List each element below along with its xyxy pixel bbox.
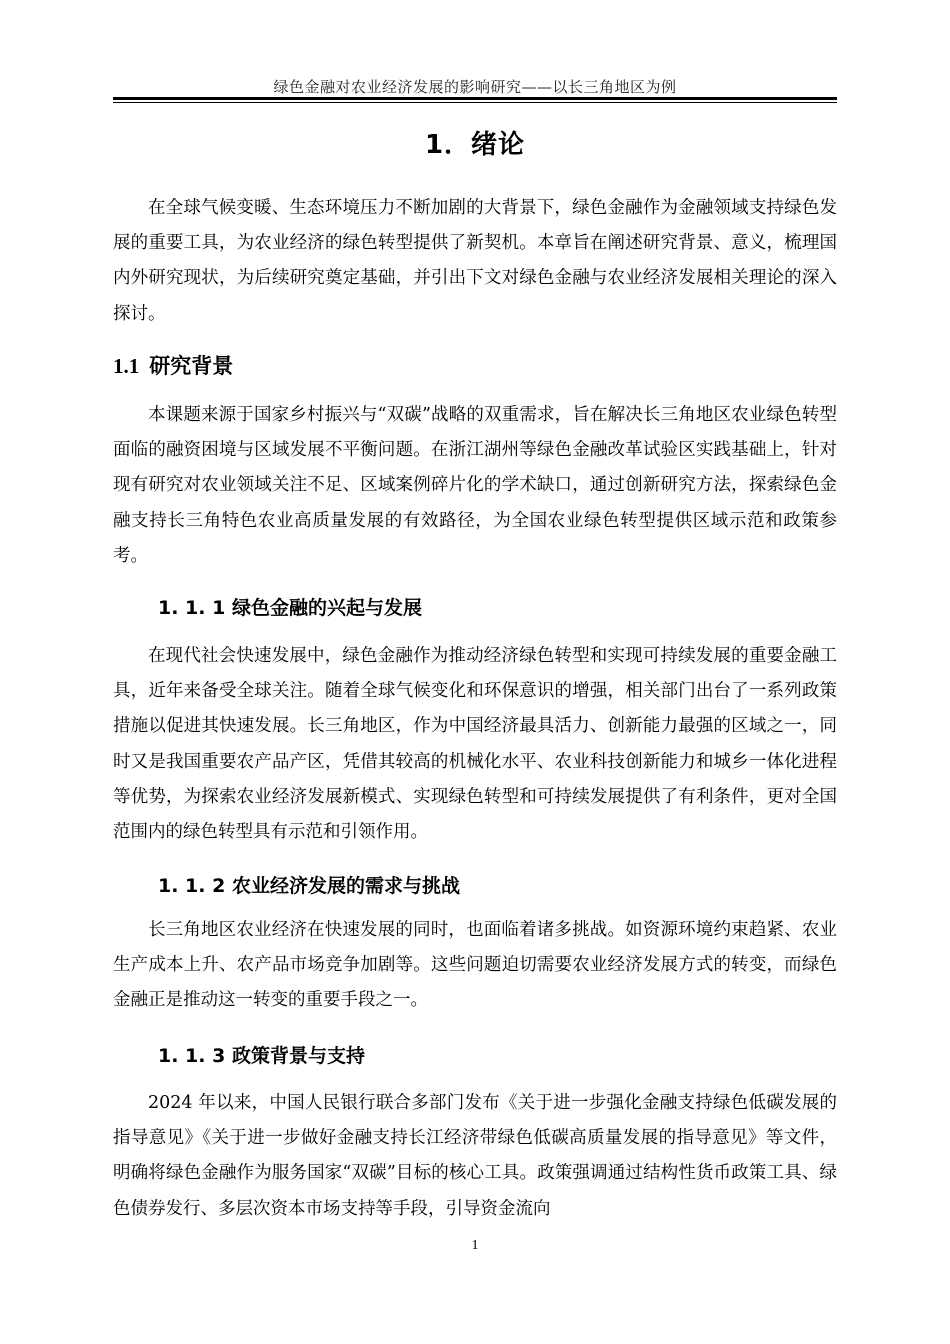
subsection-heading-1-1-2: 1. 1. 2 农业经济发展的需求与挑战 (158, 875, 460, 897)
section-heading-1-1 (113, 350, 837, 380)
green-finance-rise-paragraph: 在现代社会快速发展中，绿色金融作为推动经济绿色转型和实现可持续发展的重要金融工具，近年来备受全球关注。随着全球气候变化和环保意识的增强，相关部门出台了一系列政策措施以促进其快速发展。长三角地区，作为中国经济最具活力、创新能力最强的区域之一，同时又是我国重要农产品产区，凭借其较高的机械化水平、农业科技创新能力和城乡一体化进程等优势，为探索农业经济发展新模式、实现绿色转型和可持续发展提供了有利条件，更对全国范围内的绿色转型具有示范和引领作用。 (113, 646, 837, 843)
section-number: 1.1 (113, 354, 140, 378)
page-number: 1 (471, 1238, 479, 1253)
running-header: 绿色金融对农业经济发展的影响研究——以长三角地区为例 (273, 78, 677, 96)
agri-economy-challenges-paragraph: 长三角地区农业经济在快速发展的同时，也面临着诸多挑战。如资源环境约束趋紧、农业生产成本上升、农产品市场竞争加剧等。这些问题迫切需要农业经济发展方式的转变，而绿色金融正是推动这一转变的重要手段之一。 (113, 920, 837, 1011)
chapter-title: 1．绪论 (424, 130, 526, 160)
research-background-paragraph: 本课题来源于国家乡村振兴与“双碳”战略的双重需求，旨在解决长三角地区农业绿色转型面临的融资困境与区域发展不平衡问题。在浙江湖州等绿色金融改革试验区实践基础上，针对现有研究对农业领域关注不足、区域案例碎片化的学术缺口，通过创新研究方法，探索绿色金融支持长三角特色农业高质量发展的有效路径，为全国农业绿色转型提供区域示范和政策参考。 (113, 405, 837, 566)
policy-background-paragraph: 2024 年以来，中国人民银行联合多部门发布《关于进一步强化金融支持绿色低碳发展的指导意见》《关于进一步做好金融支持长江经济带绿色低碳高质量发展的指导意见》等文件，明确将绿色金融作为服务国家“双碳”目标的核心工具。政策强调通过结构性货币政策工具、绿色债券发行、多层次资本市场支持等手段，引导资金流向 (113, 1093, 837, 1219)
subsection-heading-1-1-1: 1. 1. 1 绿色金融的兴起与发展 (158, 597, 422, 619)
chapter-intro-paragraph: 在全球气候变暖、生态环境压力不断加剧的大背景下，绿色金融作为金融领域支持绿色发展的重要工具，为农业经济的绿色转型提供了新契机。本章旨在阐述研究背景、意义，梳理国内外研究现状，为后续研究奠定基础，并引出下文对绿色金融与农业经济发展相关理论的深入探讨。 (113, 198, 837, 324)
header-rule-thin (113, 102, 837, 103)
subsection-heading-1-1-3: 1. 1. 3 政策背景与支持 (158, 1045, 365, 1067)
section-title: 研究背景 (149, 354, 234, 378)
header-rule-thick (113, 97, 837, 100)
